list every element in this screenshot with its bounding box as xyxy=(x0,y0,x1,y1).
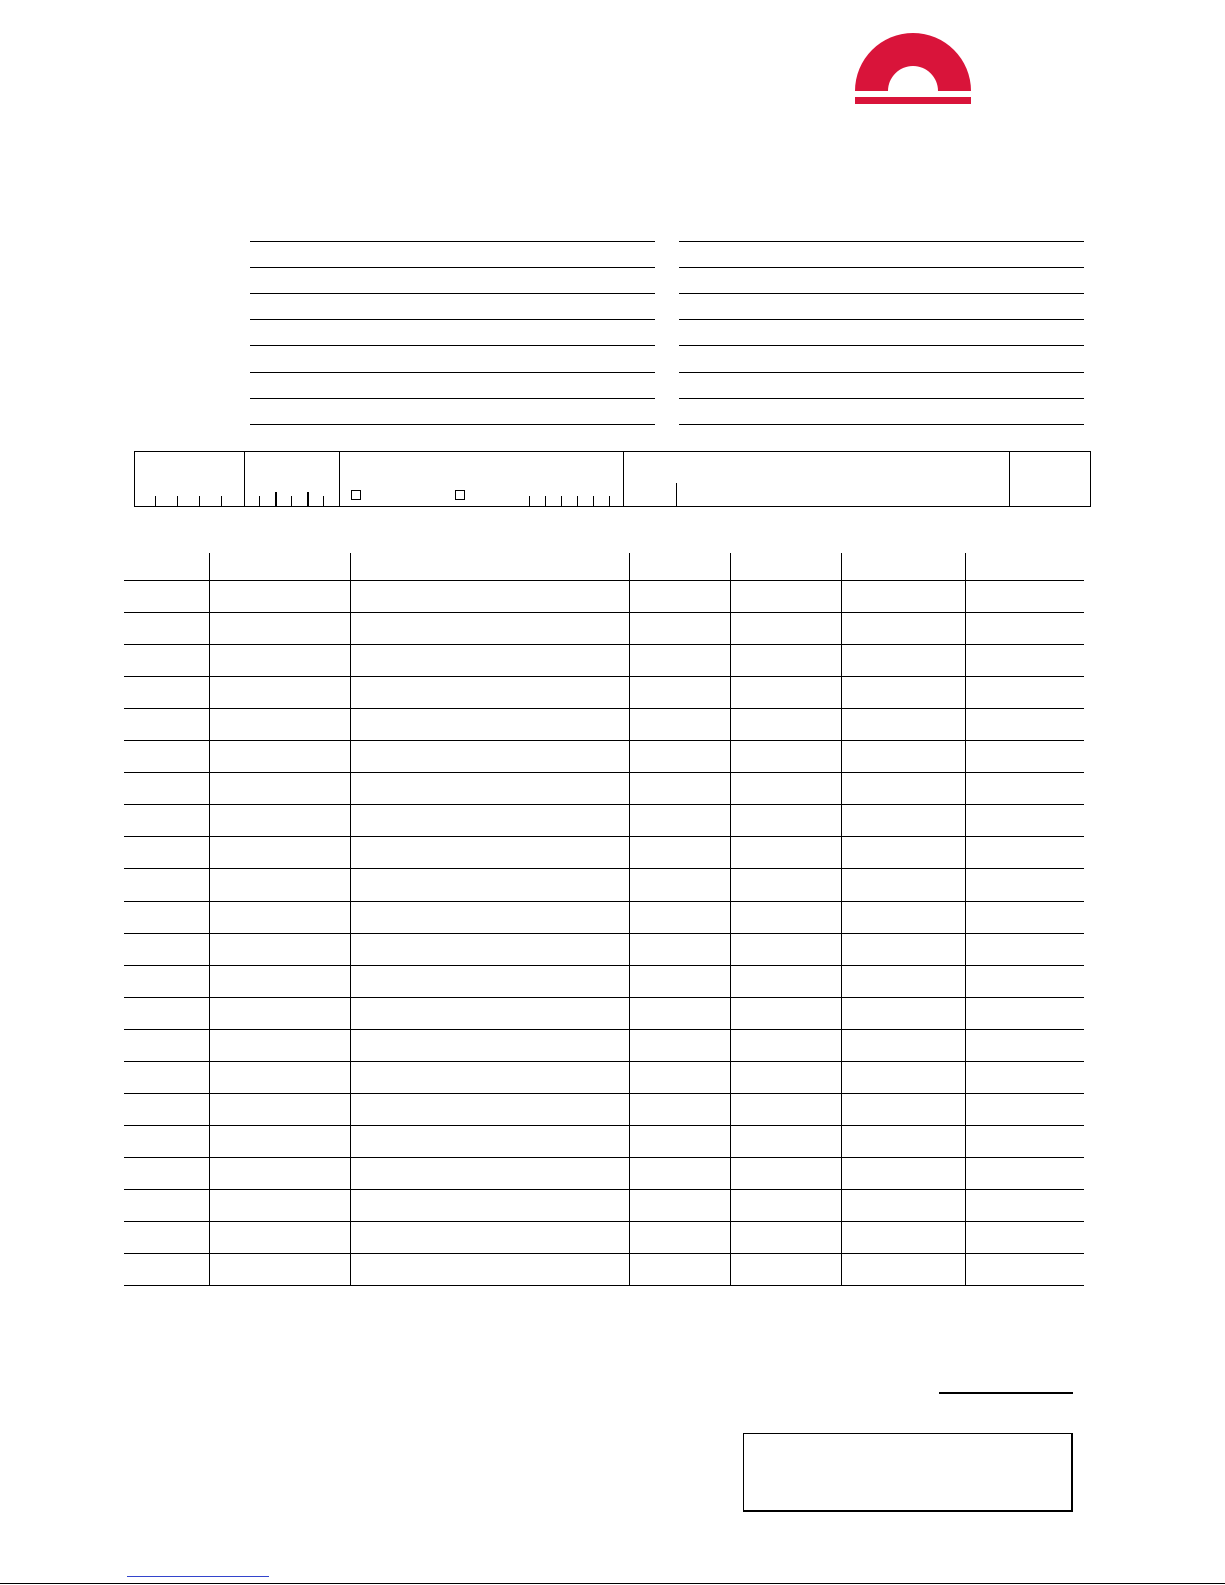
address-field-left[interactable] xyxy=(250,345,655,346)
table-row[interactable] xyxy=(124,901,1084,902)
table-row[interactable] xyxy=(124,1125,1084,1126)
table-row[interactable] xyxy=(124,965,1084,966)
table-row[interactable] xyxy=(124,933,1084,934)
table-row[interactable] xyxy=(124,1221,1084,1222)
table-column-divider xyxy=(209,553,210,1285)
digit-tick xyxy=(545,496,546,506)
address-field-left[interactable] xyxy=(250,293,655,294)
address-field-right[interactable] xyxy=(679,372,1084,373)
address-field-left[interactable] xyxy=(250,424,655,425)
table-row[interactable] xyxy=(124,868,1084,869)
field-separator xyxy=(676,483,677,506)
table-row[interactable] xyxy=(124,1189,1084,1190)
address-field-left[interactable] xyxy=(250,372,655,373)
table-row[interactable] xyxy=(124,580,1084,581)
digit-tick xyxy=(177,496,178,506)
digit-tick xyxy=(291,496,292,506)
digit-tick xyxy=(259,496,260,506)
table-column-divider xyxy=(841,553,842,1285)
red-arch-logo-icon xyxy=(852,30,974,106)
footer-link[interactable] xyxy=(127,1576,269,1577)
table-row[interactable] xyxy=(124,836,1084,837)
table-row[interactable] xyxy=(124,1253,1084,1254)
digit-tick xyxy=(307,492,309,506)
table-column-divider xyxy=(629,553,630,1285)
table-row[interactable] xyxy=(124,644,1084,645)
digit-tick xyxy=(529,496,530,506)
address-field-right[interactable] xyxy=(679,319,1084,320)
digit-tick xyxy=(593,496,594,506)
footer-rule xyxy=(0,1583,1225,1584)
table-row[interactable] xyxy=(124,997,1084,998)
digit-tick xyxy=(323,496,324,506)
table-row[interactable] xyxy=(124,1093,1084,1094)
address-field-left[interactable] xyxy=(250,398,655,399)
table-column-divider xyxy=(350,553,351,1285)
address-field-left[interactable] xyxy=(250,267,655,268)
digit-tick xyxy=(609,496,610,506)
table-row[interactable] xyxy=(124,772,1084,773)
table-row[interactable] xyxy=(124,740,1084,741)
address-field-right[interactable] xyxy=(679,293,1084,294)
table-column-divider xyxy=(965,553,966,1285)
digit-tick xyxy=(155,496,156,506)
table-row[interactable] xyxy=(124,1029,1084,1030)
table-row[interactable] xyxy=(124,708,1084,709)
header-info-box xyxy=(134,451,1091,507)
signature-line xyxy=(939,1392,1073,1394)
table-row[interactable] xyxy=(124,1157,1084,1158)
address-field-right[interactable] xyxy=(679,241,1084,242)
empty-checkbox-icon[interactable] xyxy=(351,490,361,500)
empty-checkbox-icon[interactable] xyxy=(455,490,465,500)
digit-tick xyxy=(561,496,562,506)
digit-tick xyxy=(275,492,277,506)
table-row[interactable] xyxy=(124,1285,1084,1286)
stamp-box xyxy=(743,1433,1073,1512)
address-field-right[interactable] xyxy=(679,424,1084,425)
digit-tick xyxy=(577,496,578,506)
address-field-left[interactable] xyxy=(250,241,655,242)
table-row[interactable] xyxy=(124,612,1084,613)
address-field-left[interactable] xyxy=(250,319,655,320)
table-row[interactable] xyxy=(124,804,1084,805)
address-field-right[interactable] xyxy=(679,267,1084,268)
table-column-divider xyxy=(730,553,731,1285)
table-row[interactable] xyxy=(124,1061,1084,1062)
digit-tick xyxy=(221,496,222,506)
address-field-right[interactable] xyxy=(679,398,1084,399)
address-field-right[interactable] xyxy=(679,345,1084,346)
table-row[interactable] xyxy=(124,676,1084,677)
digit-tick xyxy=(199,496,200,506)
